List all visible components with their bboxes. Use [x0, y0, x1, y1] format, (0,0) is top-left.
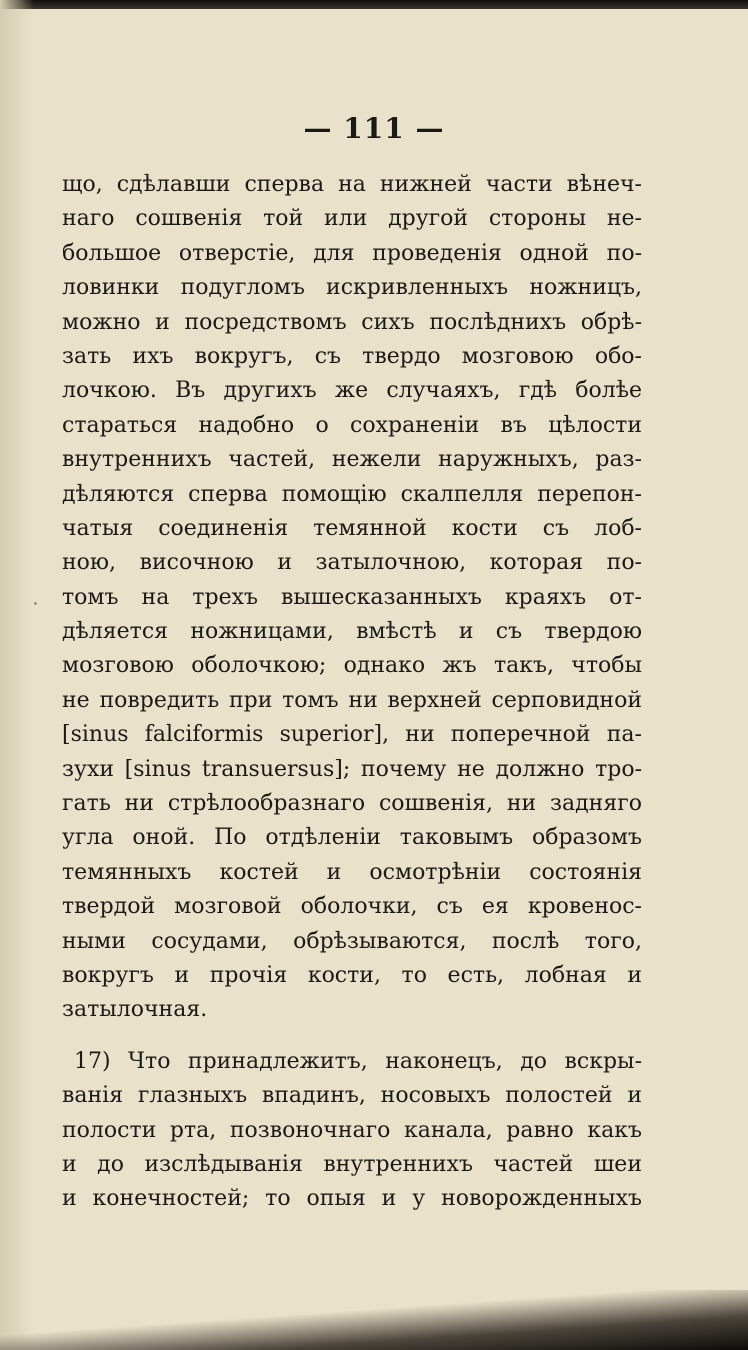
page-gutter-shadow: [0, 0, 34, 1350]
text-line: [sinus falciformis superior], ни поперечной па-: [62, 722, 642, 748]
text-line: вокругъ и прочія кости, то есть, лобная и: [62, 962, 642, 988]
body-text: [62, 168, 642, 1217]
paragraph-gap: [62, 1028, 642, 1045]
text-line: большое отверстіе, для проведенія одной по-: [62, 240, 642, 266]
text-line: зухи [sinus transuersus]; почему не должно тро-: [62, 756, 642, 782]
text-line: и конечностей; то опыя и у новорожденныхъ: [62, 1186, 642, 1212]
text-line: стараться надобно о сохраненіи въ цѣлости: [62, 412, 642, 438]
text-line: чатыя соединенія темянной кости съ лоб-: [62, 515, 642, 541]
text-line: и до изслѣдыванія внутреннихъ частей шеи: [62, 1151, 642, 1177]
paragraph-2: [62, 1045, 642, 1217]
page-number: — 111 —: [303, 112, 445, 145]
text-line: ными сосудами, обрѣзываются, послѣ того,: [62, 928, 642, 954]
text-line: зать ихъ вокругъ, съ твердо мозговою обо-: [62, 343, 642, 369]
paper-speck: [34, 602, 37, 605]
text-line: ловинки подугломъ искривленныхъ ножницъ,: [62, 275, 642, 301]
text-line: ною, височною и затылочною, которая по-: [62, 550, 642, 576]
paragraph-1: [62, 168, 642, 1028]
text-line: не повредить при томъ ни верхней серповидной: [62, 687, 642, 713]
text-line: 17) Что принадлежитъ, наконецъ, до вскры-: [74, 1048, 642, 1074]
text-line: томъ на трехъ вышесказанныхъ краяхъ от-: [62, 584, 642, 610]
text-line: дѣляются сперва помощію скалпелля перепон-: [62, 481, 642, 507]
text-line: лочкою. Въ другихъ же случаяхъ, гдѣ болѣе: [62, 378, 642, 404]
text-line: що, сдѣлавши сперва на нижней части вѣнеч-: [62, 172, 642, 197]
text-line: внутреннихъ частей, нежели наружныхъ, раз-: [62, 447, 642, 473]
text-line: мозговою оболочкою; однако жъ такъ, чтобы: [62, 653, 642, 679]
text-line: полости рта, позвоночнаго канала, равно какъ: [62, 1117, 642, 1143]
text-line: наго сошвенія той или другой стороны не-: [62, 206, 642, 232]
text-line: дѣляется ножницами, вмѣстѣ и съ твердою: [62, 619, 642, 645]
text-line: темянныхъ костей и осмотрѣніи состоянія: [62, 859, 642, 885]
text-line: затылочная.: [62, 997, 208, 1023]
text-line: ванія глазныхъ впадинъ, носовыхъ полостей и: [62, 1083, 642, 1109]
page-top-edge: [0, 0, 748, 9]
text-line: твердой мозговой оболочки, съ ея кровенос-: [62, 894, 642, 920]
text-line: можно и посредствомъ сихъ послѣднихъ обрѣ-: [62, 309, 642, 335]
page-bottom-edge: [0, 1290, 748, 1350]
text-line: гать ни стрѣлообразнаго сошвенія, ни задняго: [62, 791, 642, 817]
text-line: угла оной. По отдѣленіи таковымъ образомъ: [62, 825, 642, 851]
